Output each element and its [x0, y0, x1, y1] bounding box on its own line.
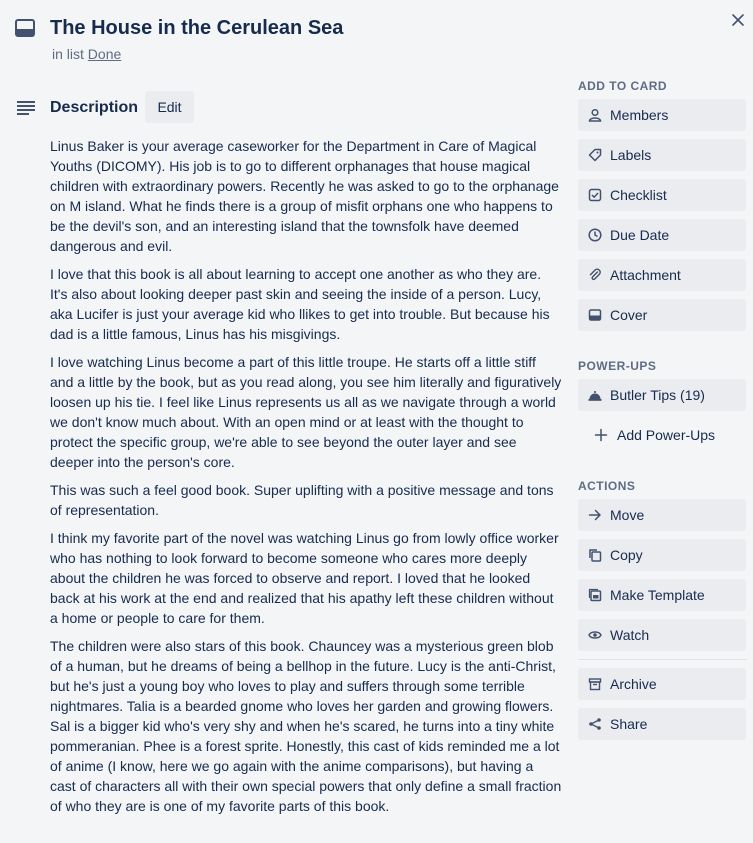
list-info	[52, 45, 121, 63]
checkbox-icon	[587, 187, 603, 203]
cover-button[interactable]	[578, 299, 746, 331]
move-button[interactable]	[578, 499, 746, 531]
checklist-button[interactable]	[578, 179, 746, 211]
add-power-ups-label: Add Power-Ups	[617, 427, 716, 443]
description-icon	[15, 98, 37, 120]
copy-label: Copy	[610, 547, 643, 563]
close-icon	[730, 12, 746, 28]
power-ups-heading: POWER-UPS	[578, 359, 657, 373]
share-button[interactable]	[578, 708, 746, 740]
edit-description-button[interactable]: Edit	[145, 91, 194, 123]
clock-icon	[587, 227, 603, 243]
members-button[interactable]	[578, 99, 746, 131]
tag-icon	[587, 147, 603, 163]
make-template-label: Make Template	[610, 587, 705, 603]
share-icon	[587, 716, 603, 732]
close-button[interactable]	[726, 8, 750, 32]
description-paragraph: The children were also stars of this book. Chauncey was a mysterious green blob of a human, but he dreams of being a bellhop in the future. Lucy is the anti-Christ, but he's just a young boy who loves to play and suffers through some terrible nightmares. Talia is a bearded gnome who loves her garden and growing flowers. Sal is a bigger kid who's very shy and when he's scared, he turns into a tiny white pommeranian. Phee is a forest sprite. Honestly, this cast of kids reminded me a lot of anime (I know, here we go again with the anime comparisons), but having a cast of characters all with their own special powers that only define a small fraction of who they are is one of my favorite parts of this book.	[50, 638, 562, 814]
actions-heading: ACTIONS	[578, 479, 636, 493]
archive-label: Archive	[610, 676, 657, 692]
paperclip-icon	[587, 267, 603, 283]
card-icon	[587, 307, 603, 323]
cover-label: Cover	[610, 307, 648, 323]
template-icon	[587, 587, 603, 603]
attachment-button[interactable]	[578, 259, 746, 291]
description-body[interactable]	[50, 136, 562, 824]
make-template-button[interactable]	[578, 579, 746, 611]
card-icon	[14, 18, 36, 40]
watch-label: Watch	[610, 627, 650, 643]
watch-button[interactable]	[578, 619, 746, 651]
card-title[interactable]: The House in the Cerulean Sea	[50, 17, 344, 39]
description-heading: Description	[50, 99, 139, 116]
eye-icon	[587, 627, 603, 643]
members-label: Members	[610, 107, 669, 123]
due-date-button[interactable]	[578, 219, 746, 251]
move-label: Move	[610, 507, 645, 523]
description-paragraph: I love that this book is all about learning to accept one another as who they are. It's also about looking deeper past skin and seeing the inside of a person. Lucy, aka Lucifer is just your average kid who llikes to get into trouble. But because his dad is a little famous, Linus has his misgivings.	[50, 266, 550, 342]
actions-divider	[578, 659, 746, 660]
attachment-label: Attachment	[610, 267, 681, 283]
checklist-label: Checklist	[610, 187, 667, 203]
butler-tips-label: Butler Tips (19)	[610, 387, 705, 403]
due-date-label: Due Date	[610, 227, 670, 243]
arrow-right-icon	[587, 507, 603, 523]
archive-button[interactable]	[578, 668, 746, 700]
add-to-card-heading: ADD TO CARD	[578, 79, 668, 93]
labels-button[interactable]	[578, 139, 746, 171]
share-label: Share	[610, 716, 648, 732]
copy-button[interactable]	[578, 539, 746, 571]
labels-label: Labels	[610, 147, 652, 163]
description-paragraph: I love watching Linus become a part of this little troupe. He starts off a little stiff and a little by the book, but as you read along, you see him literally and figuratively loosen up his tie. I feel like Linus represents us all as we navigate through a world we don't know much about. With an open mind or at least with the thought to protect the specific group, we're able to see beyond the outer layer and see deeper into the person's core.	[50, 354, 562, 470]
archive-icon	[587, 676, 603, 692]
person-icon	[587, 107, 603, 123]
description-paragraph: This was such a feel good book. Super uplifting with a positive message and tons of representation.	[50, 482, 554, 518]
add-power-ups-button[interactable]	[578, 419, 746, 451]
butler-bell-icon	[587, 387, 603, 403]
description-paragraph: I think my favorite part of the novel was watching Linus go from lowly office worker who has nothing to look forward to become someone who cares more deeply about the children he was forced to observe and report. I loved that he looked back at his work at the end and realized that his apathy left these children without a home or people to care for them.	[50, 530, 559, 626]
copy-icon	[587, 547, 603, 563]
butler-tips-button[interactable]	[578, 379, 746, 411]
plus-icon	[593, 427, 609, 443]
description-paragraph: Linus Baker is your average caseworker for the Department in Care of Magical Youths (DICOMY). His job is to go to different orphanages that house magical children with extraordinary powers. Recently he was asked to go to the orphanage on M island. What he finds there is a group of misfit orphans one who happens to be the devil's son, and an interesting island that the townsfolk have deemed dangerous and evil.	[50, 138, 559, 254]
list-link[interactable]: Done	[87, 46, 122, 62]
list-prefix: in list	[52, 46, 84, 62]
